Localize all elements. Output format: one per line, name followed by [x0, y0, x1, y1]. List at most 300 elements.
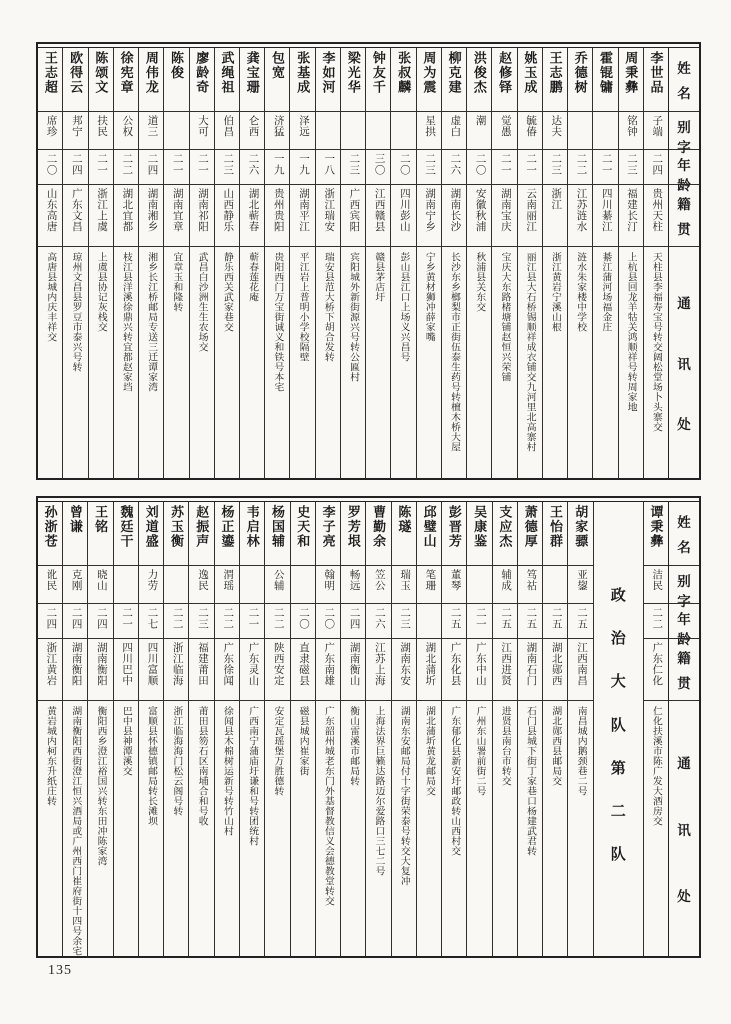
courtesy-name: 力劳: [139, 566, 163, 604]
person-name: 胡家骠: [568, 502, 592, 566]
person-name: 徐宪章: [114, 48, 138, 112]
age: 二六: [366, 604, 390, 639]
person-column: [340, 48, 365, 478]
column-header: 姓 名: [669, 502, 699, 566]
courtesy-name: [391, 112, 415, 150]
person-name: 杨正鎏: [215, 502, 239, 566]
courtesy-name: 辅成: [493, 566, 517, 604]
person-column: [113, 502, 138, 956]
section-divider-label: 政 治 大 队 第 二 队: [610, 587, 626, 863]
age: [417, 604, 441, 639]
age: 二四: [341, 604, 365, 639]
age: 二〇: [467, 150, 491, 185]
courtesy-name: 笃祜: [518, 566, 542, 604]
person-name: 彭晋芳: [442, 502, 466, 566]
age: 二二: [114, 150, 138, 185]
roster-table-top: [36, 42, 701, 480]
age: 二五: [442, 604, 466, 639]
courtesy-name: 邦宁: [63, 112, 87, 150]
contact-address: 上海法界巨籁达路迈尔爱路口三七二号: [373, 706, 385, 876]
age: 二三: [392, 604, 416, 639]
contact-address: 琼州文昌县罗豆市泰兴号转: [70, 252, 82, 372]
column-header: 通 讯 处: [677, 755, 691, 905]
courtesy-name: 大可: [190, 112, 214, 150]
age: 二一: [114, 604, 138, 639]
person-column: [214, 48, 239, 478]
age: 二二: [164, 604, 188, 639]
contact-address: 丽江县大石桥锡顺祥成衣铺交九河里北高寨村: [524, 252, 536, 452]
age: 二四: [644, 150, 668, 185]
courtesy-name: 道三: [139, 112, 163, 150]
native-place: 湖南祁阳: [190, 185, 214, 247]
age: 二五: [568, 604, 592, 639]
person-column: [466, 48, 491, 478]
person-column: [163, 502, 188, 956]
courtesy-name: 洁民: [644, 566, 668, 604]
person-name: 支应杰: [493, 502, 517, 566]
native-place: 湖南平江: [290, 185, 314, 247]
person-name: 陈俊: [164, 48, 188, 112]
courtesy-name: 公权: [114, 112, 138, 150]
person-column: [491, 48, 516, 478]
courtesy-name: 克刚: [63, 566, 87, 604]
person-name: 陈颂文: [89, 48, 113, 112]
age: 二二: [215, 604, 239, 639]
person-name: 赵修铎: [492, 48, 516, 112]
contact-address: 宁乡黄材狮冲薛家嘴: [423, 252, 435, 342]
contact-address: 上杭县回龙羊牯关鸿顺祥号转周家地: [625, 252, 637, 412]
person-column: [492, 502, 517, 956]
courtesy-name: 笔珊: [417, 566, 441, 604]
courtesy-name: 扶民: [89, 112, 113, 150]
native-place: 贵州贵阳: [265, 185, 289, 247]
contact-address: 天柱县李福寿宝号转交阔松堂场卜头寨交: [650, 252, 662, 432]
person-column: [567, 48, 592, 478]
native-place: 四川巴中: [114, 639, 138, 701]
person-column: [264, 48, 289, 478]
age: 二三: [417, 150, 441, 185]
native-place: 浙江瑞安: [316, 185, 340, 247]
contact-address: 衡阳西乡澄江裕国兴转东田冲陈家湾: [95, 706, 107, 866]
native-place: 广西宾阳: [341, 185, 365, 247]
person-column: [542, 502, 567, 956]
age: 二一: [190, 150, 214, 185]
person-name: 霍锟镛: [593, 48, 617, 112]
native-place: 江西南昌: [568, 639, 592, 701]
age: 二一: [240, 604, 264, 639]
person-name: 张基成: [290, 48, 314, 112]
native-place: 安徽秋浦: [467, 185, 491, 247]
courtesy-name: 董琴: [442, 566, 466, 604]
native-place: 广东徐闻: [215, 639, 239, 701]
person-name: 刘道盛: [139, 502, 163, 566]
native-place: 湖南衡山: [341, 639, 365, 701]
contact-address: 进贤县南台市转交: [499, 706, 511, 786]
person-column: [62, 502, 87, 956]
native-place: 江苏上海: [366, 639, 390, 701]
person-column: [289, 48, 314, 478]
courtesy-name: [543, 566, 567, 604]
person-column: [542, 48, 567, 478]
courtesy-name: 讹民: [38, 566, 62, 604]
person-column: [365, 502, 390, 956]
person-name: 魏廷干: [114, 502, 138, 566]
person-column: [138, 502, 163, 956]
courtesy-name: [240, 566, 264, 604]
native-place: 湖南宜章: [164, 185, 188, 247]
age: 三〇: [366, 150, 390, 185]
native-place: 广东灵山: [240, 639, 264, 701]
age: 二五: [543, 604, 567, 639]
person-name: 周为震: [417, 48, 441, 112]
age: 二三: [619, 150, 643, 185]
native-place: 浙江: [543, 185, 567, 247]
contact-address: 瑞安县范大桥下胡合发转: [322, 252, 334, 362]
age: 二一: [467, 604, 491, 639]
person-name: 萧德厚: [518, 502, 542, 566]
courtesy-name: 子端: [644, 112, 668, 150]
person-column: [517, 502, 542, 956]
courtesy-name: 泽远: [290, 112, 314, 150]
person-column: [87, 502, 112, 956]
person-column: [239, 502, 264, 956]
native-place: 湖北蒲圻: [417, 639, 441, 701]
person-name: 苏玉衡: [164, 502, 188, 566]
native-place: 湖南石门: [518, 639, 542, 701]
contact-address: 湖南衡阳西街澄江恒兴酒局或广州西门崔府街十四号余宅: [70, 706, 82, 956]
person-column: [391, 502, 416, 956]
contact-address: 平江岩上普明小学校隔壁: [297, 252, 309, 362]
native-place: 湖南衡阳: [88, 639, 112, 701]
contact-address: 湖北郧西县邮局交: [550, 706, 562, 786]
native-place: 福建莆田: [189, 639, 213, 701]
courtesy-name: [593, 112, 617, 150]
age: 二〇: [316, 604, 340, 639]
contact-address: 高唐县城内庆丰祥交: [45, 252, 57, 342]
age: 二六: [240, 150, 264, 185]
person-column: [441, 48, 466, 478]
native-place: 江西进贤: [493, 639, 517, 701]
courtesy-name: [568, 112, 592, 150]
contact-address: 石门县城下街丁家巷口杨建武君转: [525, 706, 537, 856]
person-name: 李如河: [316, 48, 340, 112]
native-place: 江苏涟水: [568, 185, 592, 247]
person-column: [189, 48, 214, 478]
native-place: 四川富顺: [139, 639, 163, 701]
contact-address: 綦江蒲河场福金庄: [600, 252, 612, 332]
age: 二〇: [391, 150, 415, 185]
column-header: 籍 贯: [669, 639, 699, 701]
contact-address: 湘乡长江桥邮局专送三迁谭家湾: [146, 252, 158, 392]
courtesy-name: [366, 112, 390, 150]
native-place: 直隶磁县: [291, 639, 315, 701]
courtesy-name: 伯昌: [215, 112, 239, 150]
person-name: 乔德树: [568, 48, 592, 112]
native-place: 湖北郧西: [543, 639, 567, 701]
native-place: 湖南东安: [392, 639, 416, 701]
person-name: 王怡群: [543, 502, 567, 566]
person-name: 王志鹏: [543, 48, 567, 112]
contact-address: 静乐西关武家巷交: [221, 252, 233, 332]
age: 二五: [518, 604, 542, 639]
person-name: 邱璧山: [417, 502, 441, 566]
age: 二五: [493, 604, 517, 639]
age: 二三: [189, 604, 213, 639]
native-place: 山东高唐: [38, 185, 62, 247]
native-place: 福建长汀: [619, 185, 643, 247]
courtesy-name: 晓山: [88, 566, 112, 604]
person-name: 孙浙苍: [38, 502, 62, 566]
contact-address: 仁化扶溪市陈广发大酒房交: [650, 706, 662, 826]
contact-address: 衡山雷溪市邮局转: [348, 706, 360, 786]
age: 二六: [442, 150, 466, 185]
person-name: 曹勤余: [366, 502, 390, 566]
person-name: 杨国辅: [265, 502, 289, 566]
person-column: [340, 502, 365, 956]
contact-address: 蕲春莲花庵: [247, 252, 259, 302]
native-place: 湖南衡阳: [63, 639, 87, 701]
contact-address: 湖北蒲圻黄龙邮局交: [424, 706, 435, 796]
courtesy-name: 毓偆: [518, 112, 542, 150]
courtesy-name: 星拱: [417, 112, 441, 150]
age: 二七: [139, 604, 163, 639]
person-name: 柳克建: [442, 48, 466, 112]
contact-address: 涟水朱家楼中学校: [575, 252, 587, 332]
native-place: 湖南宝庆: [492, 185, 516, 247]
native-place: 四川彭山: [391, 185, 415, 247]
courtesy-name: 亚鋆: [568, 566, 592, 604]
person-column: [416, 502, 441, 956]
age: 一九: [290, 150, 314, 185]
courtesy-name: 铭钟: [619, 112, 643, 150]
courtesy-name: [341, 112, 365, 150]
person-column: [138, 48, 163, 478]
person-column: [239, 48, 264, 478]
contact-address: 彭山县江口上场义兴昌号: [398, 252, 410, 362]
page-number: 135: [48, 963, 72, 978]
age: 二〇: [291, 604, 315, 639]
person-column: [567, 502, 592, 956]
courtesy-name: 觉愚: [492, 112, 516, 150]
courtesy-name: 席珍: [38, 112, 62, 150]
courtesy-name: 瑞玉: [392, 566, 416, 604]
person-column: [466, 502, 491, 956]
courtesy-name: 畅远: [341, 566, 365, 604]
native-place: 浙江临海: [164, 639, 188, 701]
person-name: 周伟龙: [139, 48, 163, 112]
contact-address: 浙江黄岩宁溪山根: [549, 252, 561, 332]
age: 二一: [164, 150, 188, 185]
person-name: 廖龄奇: [190, 48, 214, 112]
contact-address: 武昌白沙洲生生农场交: [196, 252, 208, 352]
roster-columns-top: [38, 48, 699, 478]
age: 二一: [492, 150, 516, 185]
person-name: 赵振声: [189, 502, 213, 566]
native-place: 浙江上虞: [89, 185, 113, 247]
contact-address: 广东郁化县新安圩邮政转山西村交: [449, 706, 461, 856]
person-name: 吴康鉴: [467, 502, 491, 566]
contact-address: 磁县城内崔家街: [297, 706, 309, 776]
person-column: [643, 502, 668, 956]
age: 二一: [518, 150, 542, 185]
age: 二三: [543, 150, 567, 185]
age: 一九: [265, 150, 289, 185]
age: 二四: [38, 604, 62, 639]
person-name: 史天和: [291, 502, 315, 566]
age: 二四: [63, 150, 87, 185]
person-name: 罗芳垠: [341, 502, 365, 566]
native-place: 湖南长沙: [442, 185, 466, 247]
person-column: [290, 502, 315, 956]
contact-address: 长沙东乡榔梨市正街伍泰生药号转檀木桥大屋: [449, 252, 460, 452]
column-header: 年 龄: [669, 604, 699, 639]
courtesy-name: 仑西: [240, 112, 264, 150]
column-header: 别 字: [669, 566, 699, 604]
column-header: 通 讯 处: [677, 295, 691, 433]
contact-address: 宝庆大东路楮塘铺赵恒兴荣铺: [499, 252, 511, 382]
person-column: [264, 502, 289, 956]
courtesy-name: 渭瑶: [215, 566, 239, 604]
person-name: 王铭: [88, 502, 112, 566]
contact-address: 秋浦县关东交: [474, 252, 486, 312]
person-name: 陈璲: [392, 502, 416, 566]
person-column: [441, 502, 466, 956]
native-place: 广东南雄: [316, 639, 340, 701]
native-place: 湖北蕲春: [240, 185, 264, 247]
courtesy-name: [164, 566, 188, 604]
person-column: [416, 48, 441, 478]
section-divider-column: [593, 502, 643, 956]
person-name: 姚玉成: [518, 48, 542, 112]
column-header: 姓 名: [669, 48, 699, 112]
native-place: 广东文昌: [63, 185, 87, 247]
person-column: [643, 48, 668, 478]
person-name: 谭秉彝: [644, 502, 668, 566]
person-name: 包宽: [265, 48, 289, 112]
contact-address: 宾阳城外新街源兴号转公匾村: [348, 252, 360, 382]
courtesy-name: 潮: [467, 112, 491, 150]
courtesy-name: 翰明: [316, 566, 340, 604]
person-column: [315, 502, 340, 956]
person-name: 周秉彝: [619, 48, 643, 112]
native-place: 广东化县: [442, 639, 466, 701]
courtesy-name: [114, 566, 138, 604]
contact-address: 巴中县神潭溪交: [120, 706, 132, 776]
person-column: [517, 48, 542, 478]
person-column: [592, 48, 617, 478]
age: 二四: [88, 604, 112, 639]
native-place: 江西赣县: [366, 185, 390, 247]
contact-address: 富顺县怀德镇邮局转长滩坝: [146, 706, 158, 826]
courtesy-name: 达夫: [543, 112, 567, 150]
person-column: [214, 502, 239, 956]
age: 二二: [265, 604, 289, 639]
person-name: 钟友千: [366, 48, 390, 112]
person-name: 李子亮: [316, 502, 340, 566]
contact-address: 赣县茅店圩: [373, 252, 385, 302]
native-place: 湖北宜都: [114, 185, 138, 247]
header-column: [668, 48, 699, 478]
age: 二三: [215, 150, 239, 185]
age: 一八: [316, 150, 340, 185]
person-name: 欧得云: [63, 48, 87, 112]
person-column: [113, 48, 138, 478]
native-place: 陕西安定: [265, 639, 289, 701]
courtesy-name: 逸民: [189, 566, 213, 604]
age: 二四: [139, 150, 163, 185]
courtesy-name: [164, 112, 188, 150]
person-column: [38, 48, 62, 478]
native-place: 浙江黄岩: [38, 639, 62, 701]
age: 二〇: [38, 150, 62, 185]
native-place: 湖南湘乡: [139, 185, 163, 247]
person-column: [365, 48, 390, 478]
person-name: 王志超: [38, 48, 62, 112]
person-column: [62, 48, 87, 478]
contact-address: 南昌城内鹅颈巷二号: [575, 706, 587, 796]
header-column: [668, 502, 699, 956]
person-name: 韦启林: [240, 502, 264, 566]
contact-address: 贵阳西门万宝街诚义和铁号本宅: [272, 252, 284, 392]
age: 二四: [63, 604, 87, 639]
roster-columns-bottom: [38, 502, 699, 956]
person-name: 曾谦: [63, 502, 87, 566]
age: 二二: [568, 150, 592, 185]
contact-address: 浙江临海海门松云阁号转: [171, 706, 183, 816]
contact-address: 湖南东安邮局付十字街荣泰号转交大复冲: [398, 706, 410, 886]
contact-address: 广西南宁蒲庙圩谦和号转团统村: [247, 706, 259, 846]
courtesy-name: 笠公: [366, 566, 390, 604]
contact-address: 广东韶州城老东门外基督教信义会德教堂转交: [322, 706, 334, 906]
contact-address: 枝江县洋溪徐鼎兴转宜都赵家垱: [120, 252, 132, 392]
person-name: 梁光华: [341, 48, 365, 112]
roster-table-bottom: [36, 496, 701, 958]
contact-address: 广州东山署前街二号: [474, 706, 486, 796]
column-header: 籍 贯: [669, 185, 699, 247]
age: 二二: [644, 604, 668, 639]
age: 二一: [89, 150, 113, 185]
native-place: 四川綦江: [593, 185, 617, 247]
contact-address: 安定瓦瑶堡万胜德转: [272, 706, 284, 796]
contact-address: 徐闻县木棉树运新号转竹山村: [221, 706, 233, 836]
courtesy-name: 济猛: [265, 112, 289, 150]
courtesy-name: 公辅: [265, 566, 289, 604]
person-name: 李世品: [644, 48, 668, 112]
age: 二三: [341, 150, 365, 185]
person-name: 洪俊杰: [467, 48, 491, 112]
column-header: 年 龄: [669, 150, 699, 185]
person-name: 张叔麟: [391, 48, 415, 112]
person-column: [163, 48, 188, 478]
contact-address: 黄岩城内柯东升纸庄转: [45, 706, 57, 806]
native-place: 湖南宁乡: [417, 185, 441, 247]
person-column: [88, 48, 113, 478]
person-column: [315, 48, 340, 478]
courtesy-name: [316, 112, 340, 150]
person-name: 武绳祖: [215, 48, 239, 112]
courtesy-name: [467, 566, 491, 604]
person-name: 龚宝珊: [240, 48, 264, 112]
person-column: [618, 48, 643, 478]
native-place: 云南丽江: [518, 185, 542, 247]
person-column: [38, 502, 62, 956]
courtesy-name: [291, 566, 315, 604]
native-place: 广东中山: [467, 639, 491, 701]
person-column: [390, 48, 415, 478]
contact-address: 莆田县笏石区南埔合和号收: [196, 706, 208, 826]
person-column: [188, 502, 213, 956]
contact-address: 上虞县协记灰栈交: [95, 252, 107, 332]
